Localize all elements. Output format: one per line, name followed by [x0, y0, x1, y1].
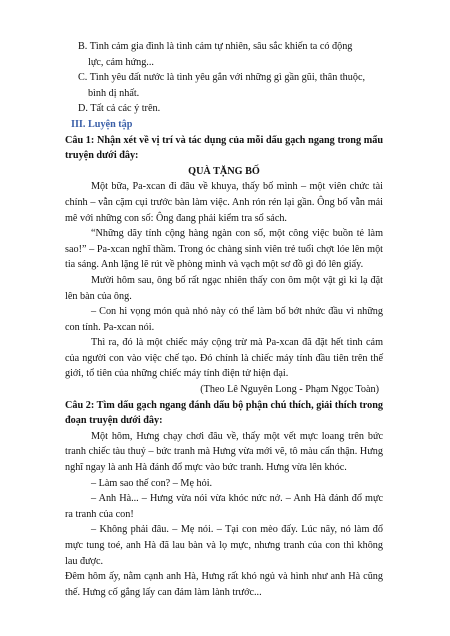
answer-option-b [65, 39, 383, 70]
story-paragraph: Thì ra, đó là một chiếc máy cộng trừ mà Pa-xcan đã đặt hết tình cảm của người con vào việc chế tạo. Đó chính là chiếc máy tính đầu tiên trên thế giới, tổ tiên của những chiếc máy tính điện tử hiện đại. [65, 337, 383, 380]
section-heading: III. Luyện tập [71, 118, 133, 130]
story2-paragraph: – Anh Hà... – Hưng vừa nói vừa khóc nức nở. – Anh Hà đánh đổ mực ra tranh của con! [65, 493, 383, 520]
question-2: Câu 2: Tìm dấu gạch ngang đánh dấu bộ phận chú thích, giải thích trong đoạn truyện dưới đây: [65, 399, 383, 427]
story2-last-paragraph: Đêm hôm ấy, nằm cạnh anh Hà, Hưng rất khó ngủ và hình như anh Hà cũng thế. Hưng cố gắng lấy can đảm làm lành trước... [65, 571, 383, 598]
question-1: Câu 1: Nhận xét về vị trí và tác dụng của mỗi dấu gạch ngang trong mẩu truyện dưới đây: [65, 134, 383, 162]
option-c-line1: C. Tình yêu đất nước là tình yêu gắn với những gì gần gũi, thân thuộc, [78, 72, 366, 84]
story-paragraph: Một bữa, Pa-xcan đi đâu về khuya, thấy bố mình – một viên chức tài chính – vẫn cặm cụi trước bàn làm việc. Anh rón rén lại gần. Ông bố vẫn mải mê với những con số: Ông đang phải kiểm tra sổ sách. [65, 181, 383, 224]
document-content [65, 39, 383, 600]
answer-option-d [65, 101, 383, 117]
story-paragraph: Mười hôm sau, ông bố rất ngạc nhiên thấy con ôm một vật gì kì lạ đặt lên bàn của ông. [65, 274, 383, 302]
story2-paragraph: – Không phải đâu. – Mẹ nói. – Tại con mèo đấy. Lúc nãy, nó làm đổ mực tung toé, anh Hà đã lau bàn và lọ mực, nhưng tranh của con thì không lau được. [65, 524, 383, 567]
story2-paragraph: – Làm sao thế con? – Mẹ hỏi. [91, 477, 213, 489]
option-b-line1: B. Tình cảm gia đình là tình cảm tự nhiên, sâu sắc khiến ta có động [78, 41, 353, 52]
story-paragraph: “Những dãy tính cộng hàng ngàn con số, một công việc buồn tẻ làm sao!” – Pa-xcan nghĩ thầm. Trong óc chàng sinh viên trẻ tuổi chợt lóe lên một tia sáng. Anh lặng lẽ rút về phòng mình và vạch một sơ đồ gì đó lên giấy. [65, 228, 383, 271]
story-source: (Theo Lê Nguyên Long - Phạm Ngọc Toàn) [200, 384, 379, 396]
story-title: QUÀ TẶNG BỐ [188, 165, 260, 177]
story-paragraph: – Con hi vọng món quà nhỏ này có thể làm bố bớt nhức đầu vì những con tính. Pa-xcan nói. [65, 306, 383, 333]
option-b-line2: lực, cảm hứng... [88, 56, 154, 68]
option-c-line2: bình dị nhất. [88, 87, 140, 99]
answer-option-c [65, 70, 383, 101]
option-d-line1: D. Tất cả các ý trên. [78, 103, 161, 115]
story2-paragraph: Một hôm, Hưng chạy chơi đâu về, thấy một vết mực loang trên bức tranh chiếc tàu thuỷ – bức tranh mà Hưng vừa mới vẽ, tô màu cẩn thận. Hưng nghĩ ngay là anh Hà đánh đổ mực vào bức tranh. Hưng vừa lên khóc. [65, 430, 383, 474]
